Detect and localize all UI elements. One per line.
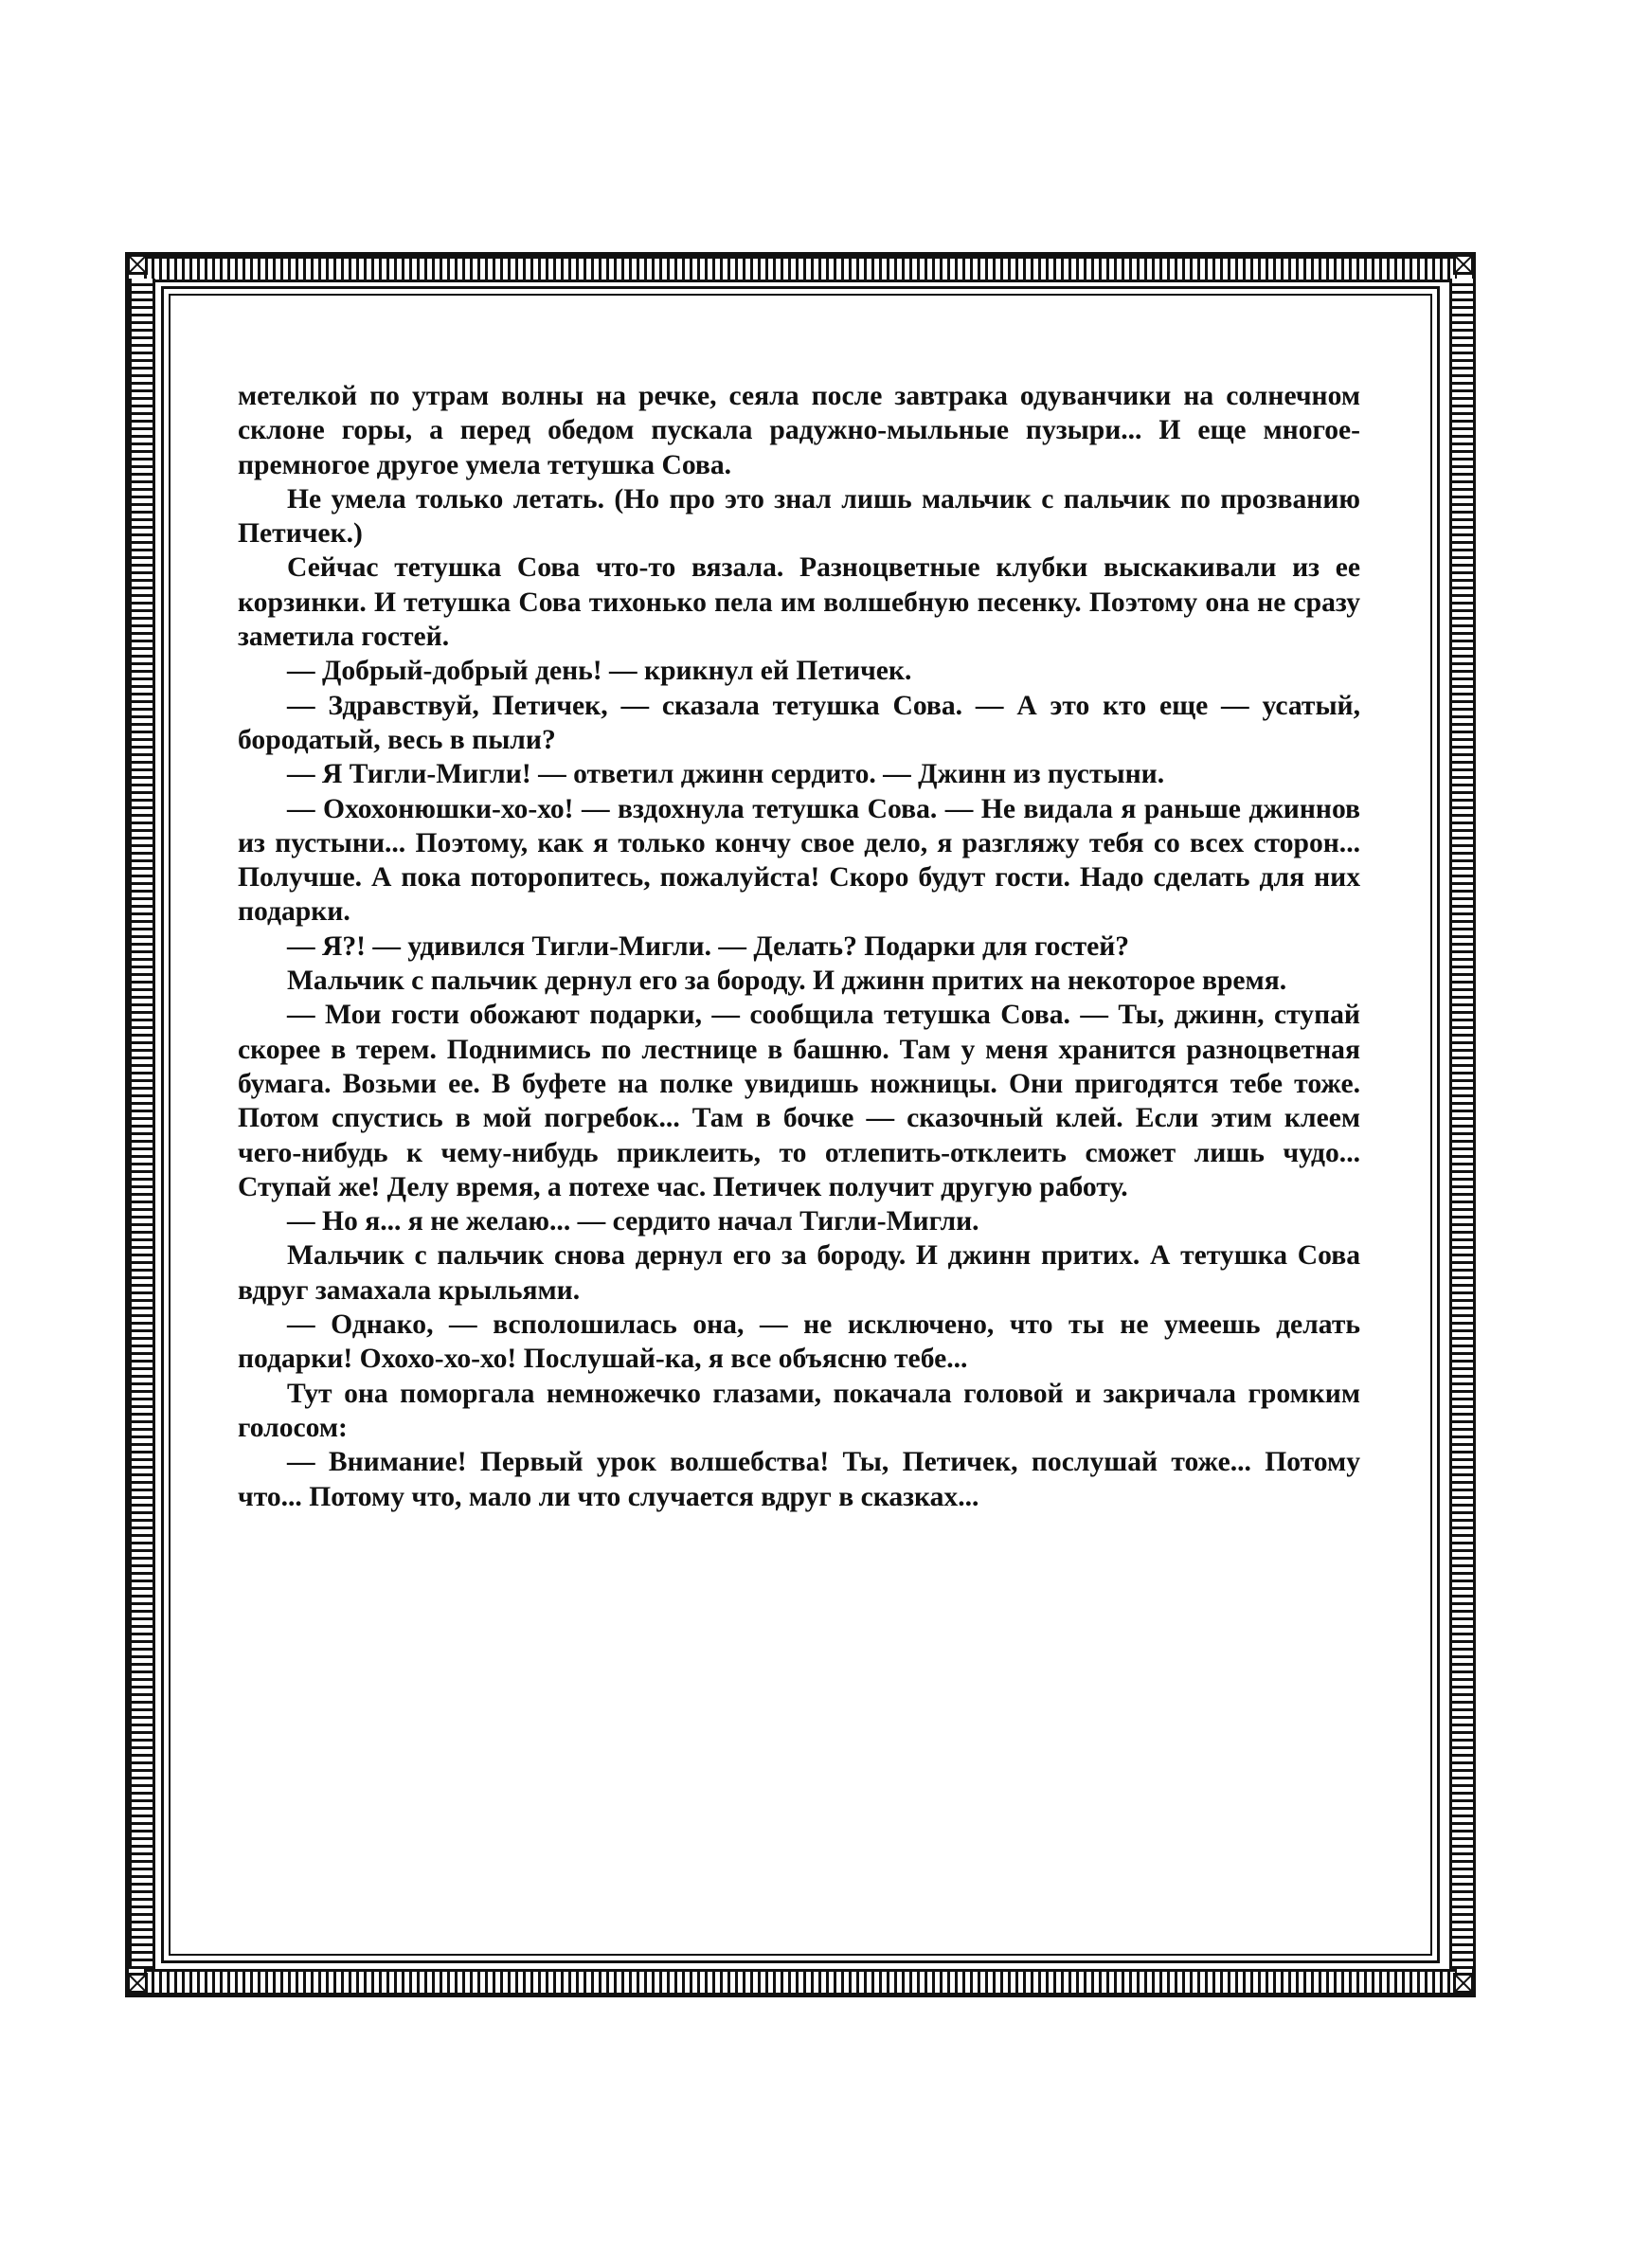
dialogue-line: — Внимание! Первый урок волшебства! Ты, Петичек, послушай тоже... Потому что... Потому что, мало ли что случается вдруг в сказках...: [238, 1447, 1360, 1512]
frame-border-bottom: [144, 1969, 1457, 1995]
frame-corner-ornament: [1453, 1973, 1474, 1994]
frame-corner-ornament: [127, 254, 148, 275]
dialogue-line: — Я Тигли-Мигли! — ответил джинн сердито. — Джинн из пустыни.: [287, 759, 1165, 790]
frame-corner-ornament: [1453, 254, 1474, 275]
dialogue-line: — Охохонюшки-хо-хо! — вздохнула тетушка Сова. — Не видала я раньше джиннов из пустыни... Поэтому, как я только кончу свое дело, я разгляжу тебя со всех сторон... Получше. А пока поторопитесь, пожалуйста! Скоро будут гости. Надо сделать для них подарки.: [238, 793, 1360, 928]
paragraph: Мальчик с пальчик снова дернул его за бороду. И джинн притих. А тетушка Сова вдруг замахала крыльями.: [238, 1240, 1360, 1306]
dialogue-line: — Добрый-добрый день! — крикнул ей Петичек.: [287, 656, 912, 687]
frame-border-left: [129, 279, 155, 1969]
dialogue-line: — Здравствуй, Петичек, — сказала тетушка Сова. — А это кто еще — усатый, бородатый, весь в пыли?: [238, 690, 1360, 755]
frame-border-top: [144, 256, 1457, 282]
paragraph: метелкой по утрам волны на речке, сеяла после завтрака одуванчики на солнечном склоне горы, а перед обедом пускала радужно-мыльные пузыри... И еще многое-премногое другое умела тетушка Сова.: [238, 381, 1360, 480]
paragraph: Не умела только летать. (Но про это знал лишь мальчик с пальчик по прозванию Петичек.): [238, 483, 1360, 550]
paragraph: Мальчик с пальчик дернул его за бороду. И джинн притих на некоторое время.: [287, 966, 1287, 997]
paragraph: Тут она поморгала немножечко глазами, покачала головой и закричала громким голосом:: [238, 1378, 1360, 1443]
story-text: [238, 379, 1360, 1514]
dialogue-line: — Но я... я не желаю... — сердито начал Тигли-Мигли.: [287, 1206, 979, 1237]
dialogue-line: — Однако, — всполошилась она, — не исключено, что ты не умеешь делать подарки! Охохо-хо-хо! Послушай-ка, я все объясню тебе...: [238, 1309, 1360, 1375]
paragraph: Сейчас тетушка Сова что-то вязала. Разноцветные клубки выскакивали из ее корзинки. И тетушка Сова тихонько пела им волшебную песенку. Поэтому она не сразу заметила гостей.: [238, 552, 1360, 653]
dialogue-line: — Я?! — удивился Тигли-Мигли. — Делать? Подарки для гостей?: [287, 930, 1130, 962]
frame-border-right: [1449, 279, 1476, 1969]
frame-corner-ornament: [127, 1973, 148, 1994]
dialogue-line: — Мои гости обожают подарки, — сообщила тетушка Сова. — Ты, джинн, ступай скорее в терем. Поднимись по лестнице в башню. Там у меня хранится разноцветная бумага. Возьми ее. В буфете на полке увидишь ножницы. Они пригодятся тебе тоже. Потом спустись в мой погребок... Там в бочке — сказочный клей. Если этим клеем чего-нибудь к чему-нибудь приклеить, то отлепить-отклеить сможет лишь чудо... Ступай же! Делу время, а потехе час. Петичек получит другую работу.: [238, 1000, 1360, 1202]
